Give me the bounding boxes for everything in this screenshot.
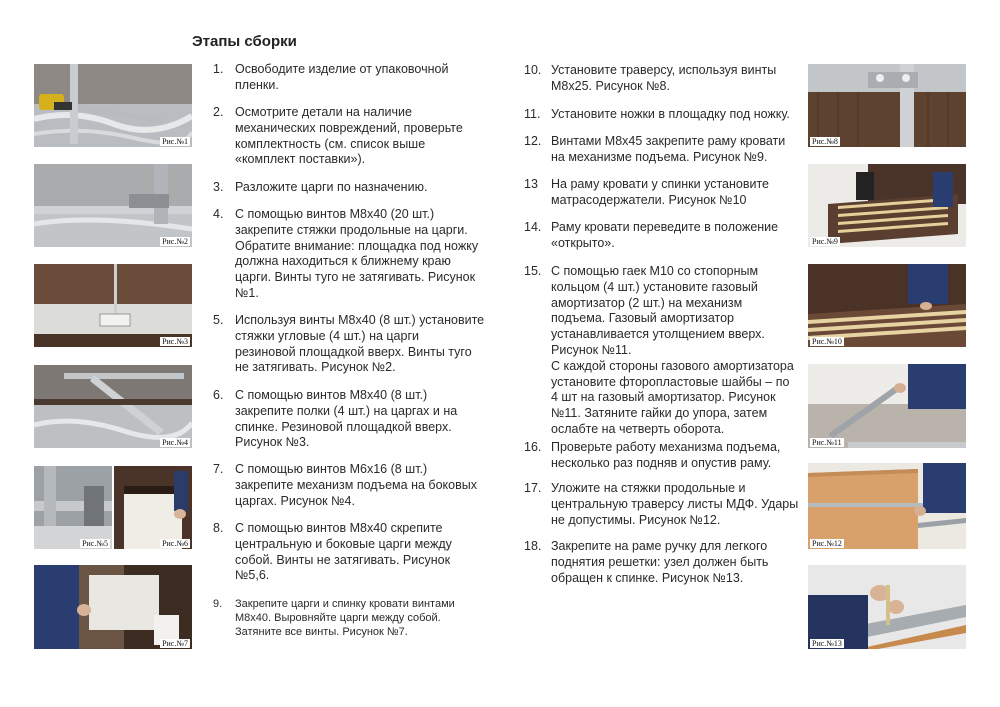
figure-9-photo — [808, 164, 966, 247]
figure-3-photo — [34, 264, 192, 347]
step-5 — [213, 313, 503, 376]
step-number: 2. — [213, 105, 224, 119]
step-2 — [213, 105, 503, 168]
step-number: 13 — [524, 177, 538, 191]
step-text: Осмотрите детали на наличие механических повреждений, проверьте комплектность (см. список выше «комплект поставки»). — [235, 105, 463, 167]
step-text: С помощью винтов М6х16 (8 шт.) закрепите механизм подъема на боковых царгах. Рисунок №4. — [235, 462, 477, 508]
figure-8-caption: Рис.№8 — [812, 137, 838, 146]
step-number: 7. — [213, 462, 224, 476]
figure-9-caption: Рис.№9 — [812, 237, 838, 246]
figure-5-photo — [34, 466, 112, 549]
step-number: 9. — [213, 598, 223, 610]
figure-12-caption: Рис.№12 — [812, 539, 842, 548]
figure-6-caption: Рис.№6 — [162, 539, 188, 548]
figure-8-photo — [808, 64, 966, 147]
figure-13-caption: Рис.№13 — [812, 639, 842, 648]
step-number: 4. — [213, 207, 224, 221]
step-11 — [524, 107, 806, 123]
step-text: Закрепите на раме ручку для легкого поднятия решетки: узел должен быть обращен к спинке. Рисунок №13. — [551, 539, 769, 585]
step-number: 15. — [524, 264, 542, 278]
figure-5-caption: Рис.№5 — [82, 539, 108, 548]
figure-11-caption: Рис.№11 — [812, 438, 842, 447]
step-text: Раму кровати переведите в положение «открыто». — [551, 220, 779, 250]
step-text: Уложите на стяжки продольные и центральную траверсу листы МДФ. Удары не допустимы. Рисунок №12. — [551, 481, 799, 527]
step-16 — [524, 440, 806, 472]
step-9 — [213, 597, 503, 639]
figure-3-caption: Рис.№3 — [162, 337, 188, 346]
step-8 — [213, 521, 503, 584]
step-number: 3. — [213, 180, 224, 194]
step-15 — [524, 264, 806, 438]
figure-4-photo — [34, 365, 192, 448]
figure-12-photo — [808, 463, 966, 549]
figure-4-caption: Рис.№4 — [162, 438, 188, 447]
figure-2-caption: Рис.№2 — [162, 237, 188, 246]
step-number: 6. — [213, 388, 224, 402]
step-text: Установите ножки в площадку под ножку. — [551, 107, 790, 121]
figure-2-photo — [34, 164, 192, 247]
step-10 — [524, 63, 806, 95]
step-text: Разложите царги по назначению. — [235, 180, 428, 194]
figure-1-caption: Рис.№1 — [162, 137, 188, 146]
step-number: 5. — [213, 313, 224, 327]
step-17 — [524, 481, 806, 528]
figure-6-photo — [114, 466, 192, 549]
step-text: На раму кровати у спинки установите матрасодержатели. Рисунок №10 — [551, 177, 770, 207]
figure-10-caption: Рис.№10 — [812, 337, 842, 346]
figure-13-photo — [808, 565, 966, 649]
step-text: Освободите изделие от упаковочной пленки. — [235, 62, 449, 92]
step-14 — [524, 220, 806, 252]
step-text: Установите траверсу, используя винты М8х25. Рисунок №8. — [551, 63, 777, 93]
step-3 — [213, 180, 503, 196]
step-13 — [524, 177, 806, 209]
step-18 — [524, 539, 806, 586]
step-4 — [213, 207, 503, 302]
page-title: Этапы сборки — [192, 33, 297, 50]
step-text: С помощью гаек М10 со стопорным кольцом (4 шт.) установите газовый амортизатор (2 шт.) на механизм подъема. Газовый амортизатор устанавливается утолщением вверх. Рисунок №11. С каждой стороны газового амортизатора установите фторопластовые шайбы – по 4 шт на газовый амортизатор. Рисунок №11. Затяните гайки до упора, затем ослабте на четверть оборота. — [551, 264, 794, 436]
figure-1-photo — [34, 64, 192, 147]
figure-7-photo — [34, 565, 192, 649]
step-text: С помощью винтов М8х40 скрепите центральную и боковые царги между собой. Винты не затягивать. Рисунок №5,6. — [235, 521, 452, 583]
step-text: Винтами М8х45 закрепите раму кровати на механизме подъема. Рисунок №9. — [551, 134, 786, 164]
figure-7-caption: Рис.№7 — [162, 639, 188, 648]
step-text: С помощью винтов М8х40 (8 шт.) закрепите полки (4 шт.) на царгах и на спинке. Резиновой площадкой вверх. Рисунок №3. — [235, 388, 458, 450]
step-12 — [524, 134, 806, 166]
figure-10-photo — [808, 264, 966, 347]
step-number: 10. — [524, 63, 542, 77]
step-number: 1. — [213, 62, 224, 76]
step-6 — [213, 388, 503, 451]
step-number: 11. — [524, 107, 541, 121]
step-number: 14. — [524, 220, 542, 234]
step-number: 16. — [524, 440, 542, 454]
step-text: Используя винты М8х40 (8 шт.) установите стяжки угловые (4 шт.) на царги резиновой площадкой вверх. Винты туго не затягивать. Рисунок №2. — [235, 313, 485, 375]
step-number: 12. — [524, 134, 542, 148]
step-7 — [213, 462, 503, 509]
step-number: 18. — [524, 539, 542, 553]
step-number: 8. — [213, 521, 224, 535]
figure-11-photo — [808, 364, 966, 448]
step-number: 17. — [524, 481, 542, 495]
step-text: С помощью винтов М8х40 (20 шт.) закрепите стяжки продольные на царги. Обратите внимание: площадка под ножку должна находиться к ближнему краю царги. Винты туго не затягивать. Рисунок №1. — [235, 207, 479, 300]
step-text: Закрепите царги и спинку кровати винтами М8х40. Выровняйте царги между собой. Затяните все винты. Рисунок №7. — [235, 598, 455, 638]
step-1 — [213, 62, 503, 94]
step-text: Проверьте работу механизма подъема, несколько раз подняв и опустив раму. — [551, 440, 781, 470]
